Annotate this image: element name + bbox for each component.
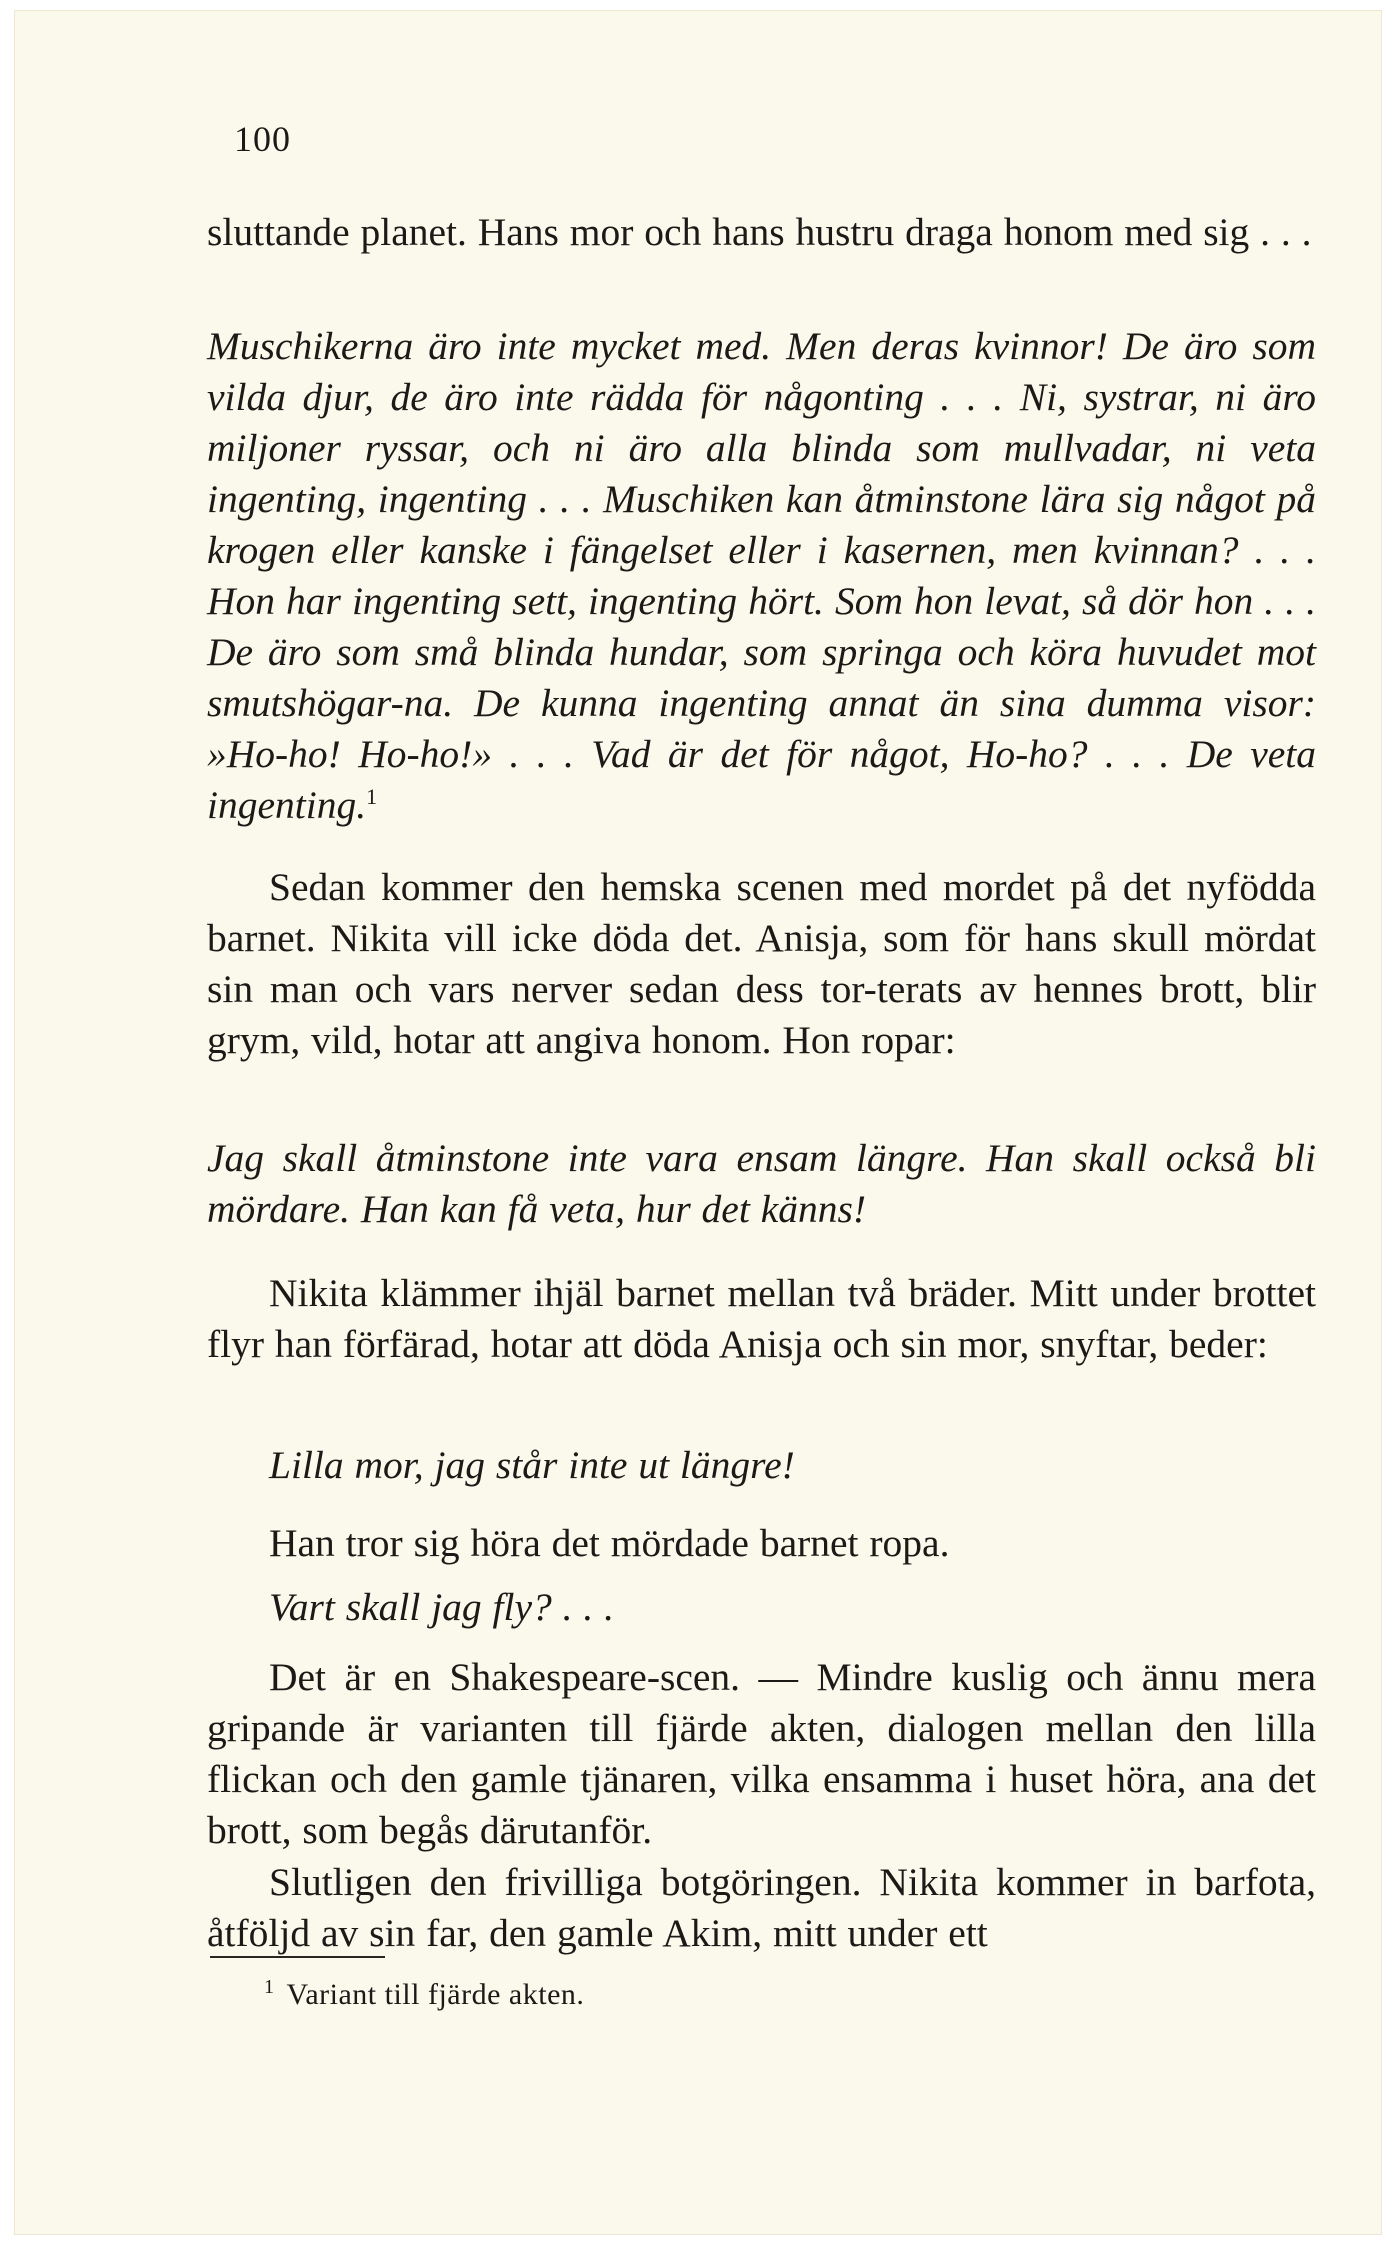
- paragraph-2: [207, 321, 1316, 831]
- paragraph-7: Han tror sig höra det mördade barnet ropa.: [269, 1521, 950, 1565]
- paragraph-8: Vart skall jag fly? . . .: [269, 1585, 615, 1629]
- page-number: 100: [234, 119, 291, 159]
- paragraph-5: Nikita klämmer ihjäl barnet mellan två bräder. Mitt under brottet flyr han förfärad, hotar att döda Anisja och sin mor, snyftar, beder:: [207, 1271, 1316, 1366]
- paragraph-3: Sedan kommer den hemska scenen med mordet på det nyfödda barnet. Nikita vill icke döda det. Anisja, som för hans skull mördat sin man och vars nerver sedan dess tor-terats av hennes brott, blir grym, vild, hotar att angiva honom. Hon ropar:: [207, 865, 1316, 1062]
- paragraph-4: Jag skall åtminstone inte vara ensam längre. Han skall också bli mördare. Han kan få veta, hur det känns!: [207, 1136, 1316, 1231]
- paragraph-6: Lilla mor, jag står inte ut längre!: [269, 1443, 795, 1487]
- footnote-separator: [210, 1956, 385, 1958]
- footnote: [264, 1978, 584, 2012]
- footnote-marker: 1: [264, 1976, 275, 1998]
- footnote-reference: 1: [366, 783, 378, 809]
- paragraph-2-text: Muschikerna äro inte mycket med. Men deras kvinnor! De äro som vilda djur, de äro inte rädda för någonting . . . Ni, systrar, ni äro miljoner ryssar, och ni äro alla blinda som mullvadar, ni veta ingenting, ingenting . . . Muschiken kan åtminstone lära sig något på krogen eller kanske i fängelset eller i kasernen, men kvinnan? . . . Hon har ingenting sett, ingenting hört. Som hon levat, så dör hon . . . De äro som små blinda hundar, som springa och köra huvudet mot smutshögar-na. De kunna ingenting annat än sina dumma visor: »Ho-ho! Ho-ho!» . . . Vad är det för något, Ho-ho? . . . De veta ingenting.: [207, 324, 1316, 827]
- footnote-text: Variant till fjärde akten.: [286, 1978, 585, 2011]
- paragraph-9: Det är en Shakespeare-scen. — Mindre kuslig och ännu mera gripande är varianten till fjärde akten, dialogen mellan den lilla flickan och den gamle tjänaren, vilka ensamma i huset höra, ana det brott, som begås därutanför.: [207, 1655, 1316, 1852]
- book-page: [14, 10, 1382, 2235]
- paragraph-1: sluttande planet. Hans mor och hans hustru draga honom med sig . . .: [207, 210, 1312, 254]
- paragraph-10: Slutligen den frivilliga botgöringen. Nikita kommer in barfota, åtföljd av sin far, den gamle Akim, mitt under ett: [207, 1860, 1316, 1955]
